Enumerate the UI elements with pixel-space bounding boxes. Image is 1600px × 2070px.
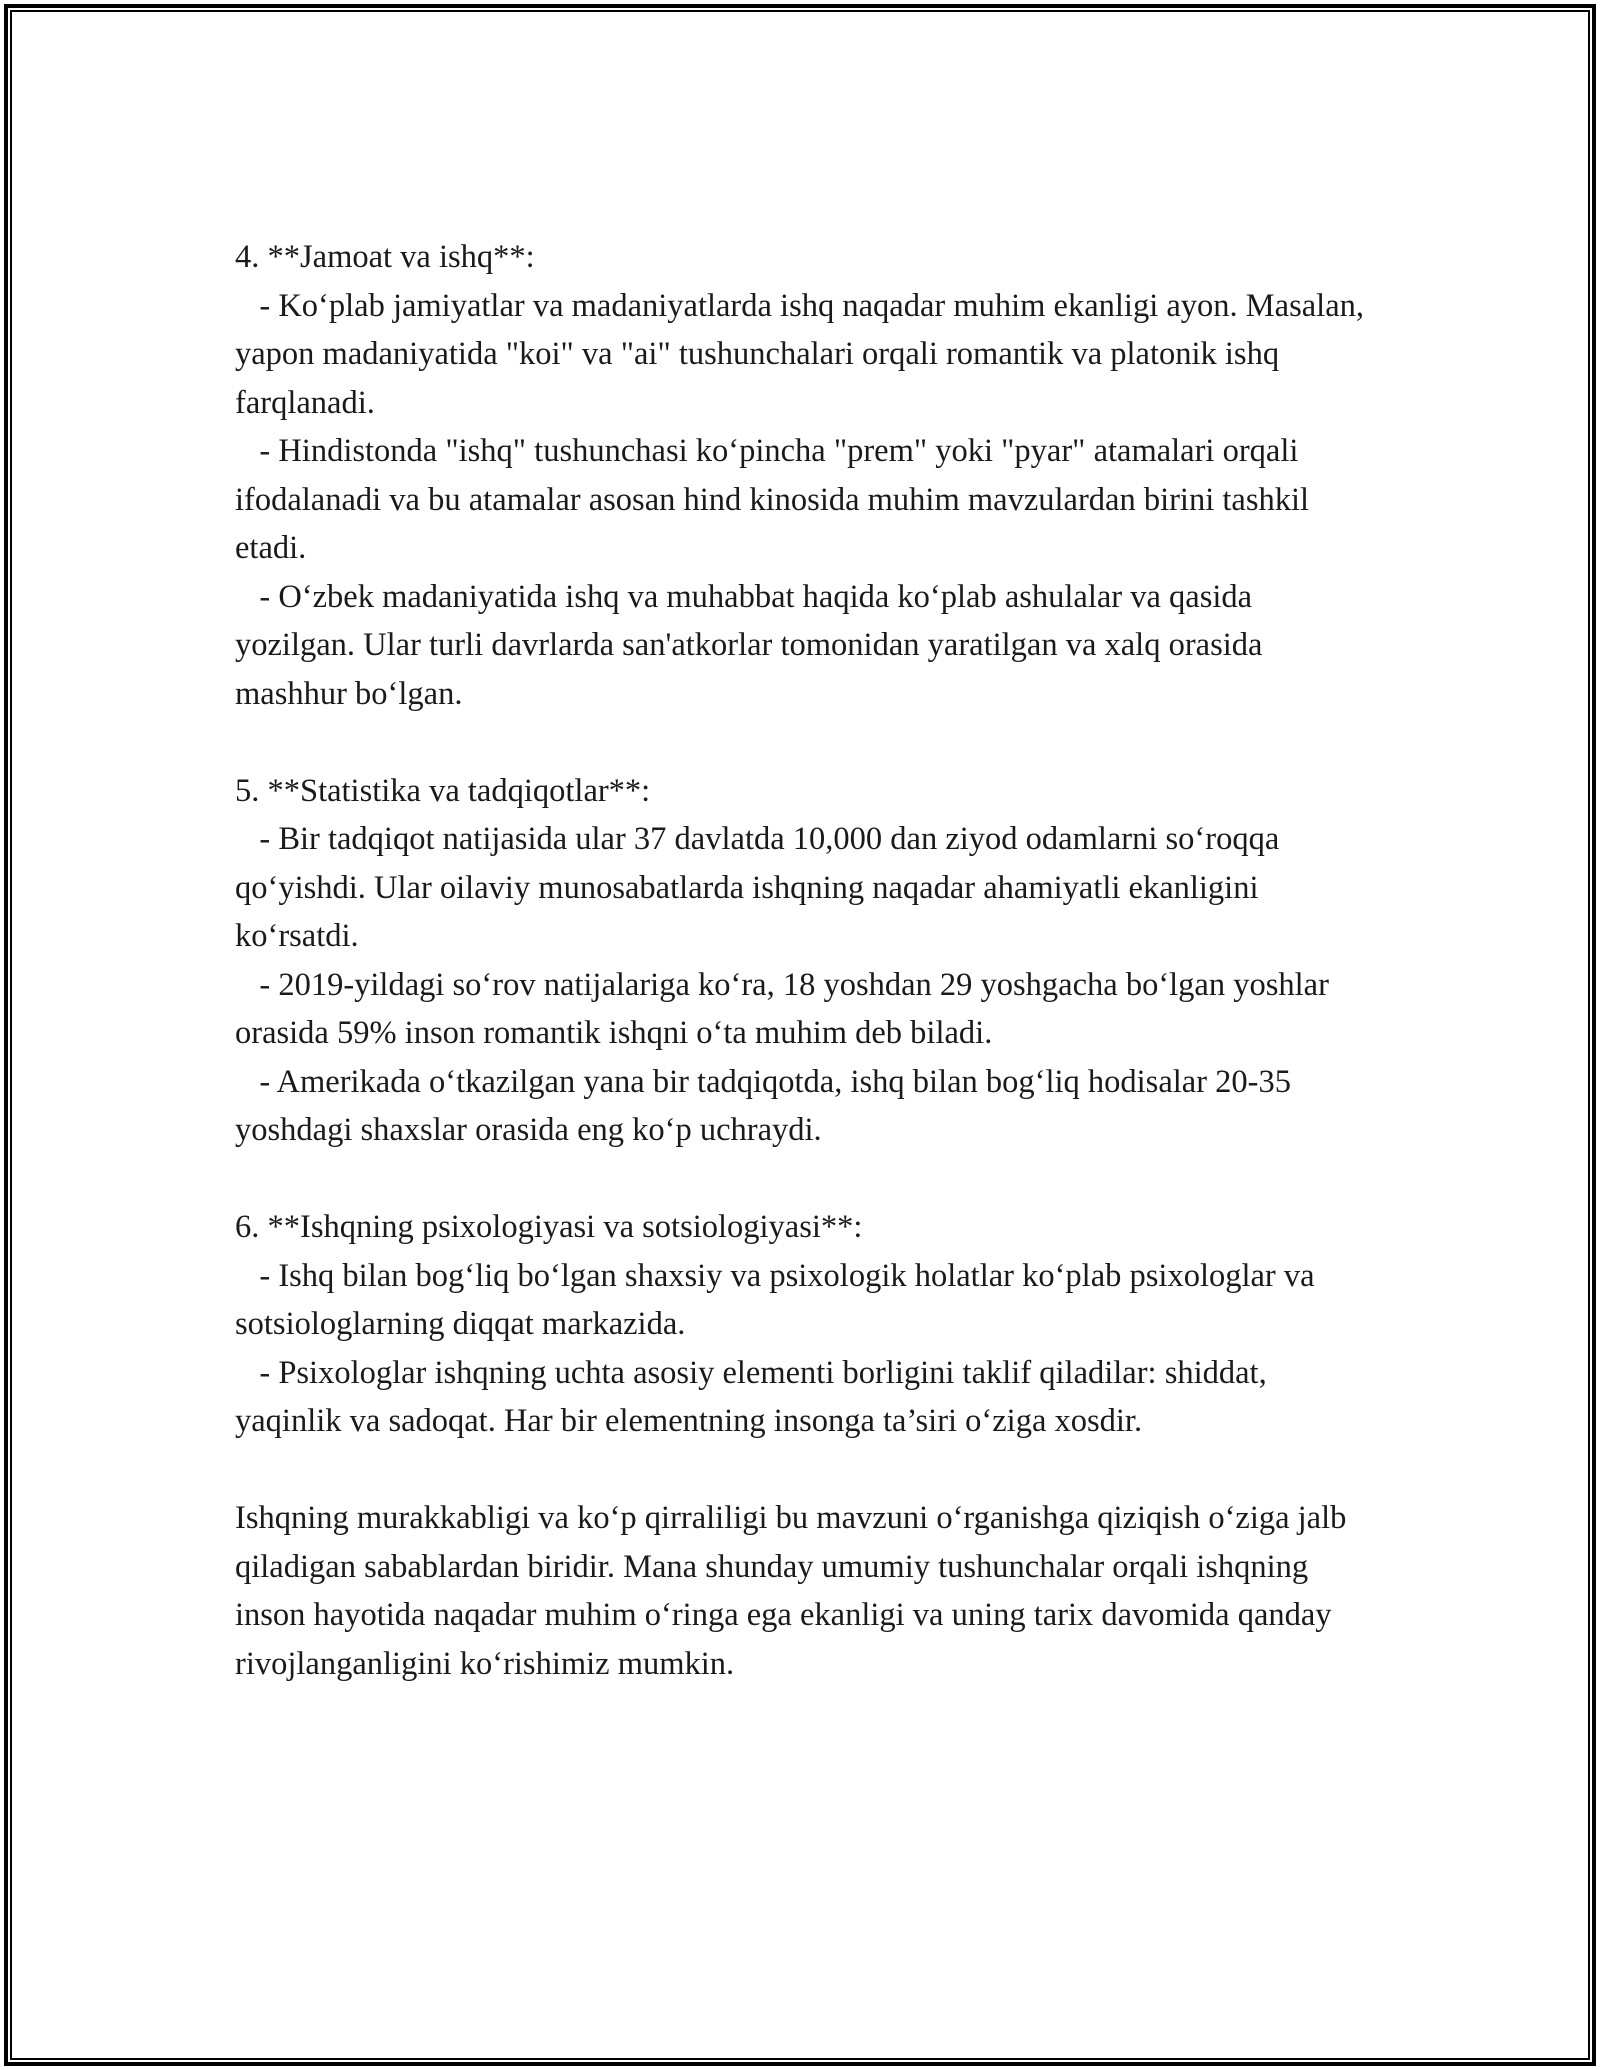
conclusion-paragraph: Ishqning murakkabligi va ko‘p qirraliligi bu mavzuni o‘rganishga qiziqish o‘ziga jalb qiladigan sabablardan biridir. Mana shunday umumiy tushunchalar orqali ishqning inson hayotida naqadar muhim o‘ringa ega ekanligi va uning tarix davomida qanday rivojlanganligini ko‘rishimiz mumkin. [235,1500,1355,1682]
list-item: - 2019-yildagi so‘rov natijalariga ko‘ra, 18 yoshdan 29 yoshgacha bo‘lgan yoshlar orasida 59% inson romantik ishqni o‘ta muhim deb biladi. [235,966,1338,1051]
section-heading: 5. **Statistika va tadqiqotlar**: [235,772,651,809]
list-item: - O‘zbek madaniyatida ishq va muhabbat haqida ko‘plab ashulalar va qasida yozilgan. Ular turli davrlarda san'atkorlar tomonidan yaratilgan va xalq orasida mashhur bo‘lgan. [235,578,1271,712]
section-heading: 6. **Ishqning psixologiyasi va sotsiologiyasi**: [235,1209,863,1245]
list-item: - Hindistonda "ishq" tushunchasi ko‘pincha "prem" yoki "pyar" atamalari orqali ifodalanadi va bu atamalar asosan hind kinosida muhim mavzulardan birini tashkil etadi. [235,433,1318,566]
list-item: - Amerikada o‘tkazilgan yana bir tadqiqotda, ishq bilan bog‘liq hodisalar 20-35 yoshdagi shaxslar orasida eng ko‘p uchraydi. [235,1063,1300,1148]
list-item: - Psixologlar ishqning uchta asosiy elementi borligini taklif qiladilar: shiddat, yaqinlik va sadoqat. Har bir elementning insonga ta’siri o‘ziga xosdir. [235,1354,1275,1439]
section-conclusion [235,1494,1375,1688]
list-item: - Bir tadqiqot natijasida ular 37 davlatda 10,000 dan ziyod odamlarni so‘roqqa qo‘yishdi. Ular oilaviy munosabatlarda ishqning naqadar ahamiyatli ekanligini ko‘rsatdi. [235,821,1288,954]
section-psixologiya [235,1203,1375,1446]
list-item: - Ishq bilan bog‘liq bo‘lgan shaxsiy va psixologik holatlar ko‘plab psixologlar va sotsiologlarning diqqat markazida. [235,1257,1323,1342]
list-item: - Ko‘plab jamiyatlar va madaniyatlarda ishq naqadar muhim ekanligi ayon. Masalan, yapon madaniyatida "koi" va "ai" tushunchalari orqali romantik va platonik ishq farqlanadi. [235,287,1373,421]
section-statistika [235,767,1375,1155]
document-body [235,233,1375,1688]
section-heading: 4. **Jamoat va ishq**: [235,239,535,275]
section-jamoat-va-ishq [235,233,1375,718]
